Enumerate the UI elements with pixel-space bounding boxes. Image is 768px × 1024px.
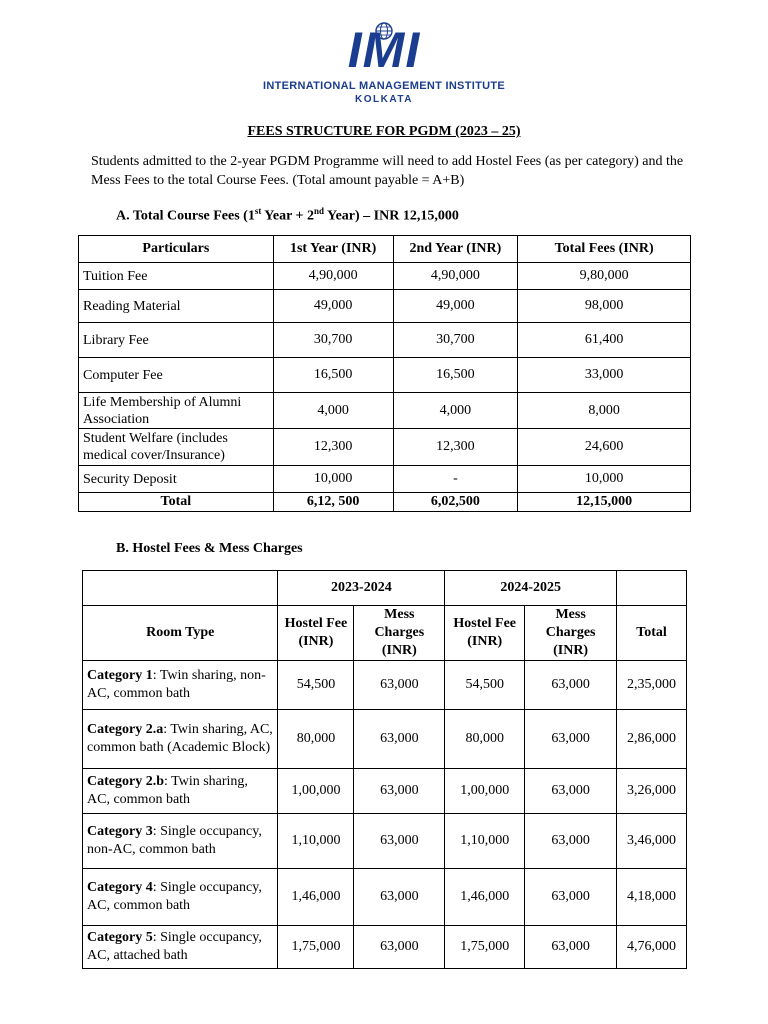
- second-year-cell: 16,500: [393, 358, 518, 393]
- category-desc: : Twin sharing, AC, common bath (Academic Block): [87, 722, 273, 755]
- category-desc: : Single occupancy, non-AC, common bath: [87, 824, 262, 857]
- table-row: [83, 869, 687, 926]
- header-room-type: Room Type: [83, 606, 278, 661]
- mess-y2-cell: 63,000: [525, 769, 617, 814]
- course-fees-table: [78, 235, 691, 512]
- total-cell: 2,86,000: [617, 710, 687, 769]
- mess-y2-cell: 63,000: [525, 869, 617, 926]
- year-header-row: [83, 571, 687, 606]
- hostel-fee-y2-cell: 1,46,000: [445, 869, 525, 926]
- hostel-fee-y2-cell: 80,000: [445, 710, 525, 769]
- mess-y1-cell: 63,000: [354, 814, 445, 869]
- column-header-row: [83, 606, 687, 661]
- room-type-cell: [83, 814, 278, 869]
- particular-cell: Tuition Fee: [79, 263, 274, 290]
- table-row: [83, 661, 687, 710]
- hostel-fee-y1-cell: 54,500: [278, 661, 354, 710]
- header-hostel-fee-y2: Hostel Fee (INR): [445, 606, 525, 661]
- mess-y1-cell: 63,000: [354, 710, 445, 769]
- hostel-fee-y1-cell: 80,000: [278, 710, 354, 769]
- table-row: [79, 358, 691, 393]
- intro-paragraph: Students admitted to the 2-year PGDM Programme will need to add Hostel Fees (as per category) and the Mess Fees to the total Course Fees. (Total amount payable = A+B): [91, 154, 684, 188]
- particular-cell: Reading Material: [79, 290, 274, 323]
- total-cell: 3,46,000: [617, 814, 687, 869]
- total-cell: 24,600: [518, 429, 691, 466]
- second-year-cell: 30,700: [393, 323, 518, 358]
- section-a-mid: Year + 2: [261, 208, 315, 224]
- mess-y1-cell: 63,000: [354, 661, 445, 710]
- section-a-sup2: nd: [314, 206, 325, 216]
- header-mess-charges-y1: Mess Charges (INR): [354, 606, 445, 661]
- hostel-fee-y1-cell: 1,46,000: [278, 869, 354, 926]
- first-year-cell: 30,700: [273, 323, 393, 358]
- total-cell: 3,26,000: [617, 769, 687, 814]
- mess-y2-cell: 63,000: [525, 661, 617, 710]
- table-row: [79, 466, 691, 493]
- header-year-2023: 2023-2024: [278, 571, 445, 606]
- mess-y2-cell: 63,000: [525, 926, 617, 969]
- header-total: Total: [617, 606, 687, 661]
- section-a-sup1: st: [254, 206, 262, 216]
- institute-city: KOLKATA: [355, 94, 413, 105]
- total-cell: 8,000: [518, 393, 691, 429]
- mess-y2-cell: 63,000: [525, 814, 617, 869]
- hostel-fee-y1-cell: 1,00,000: [278, 769, 354, 814]
- mess-y2-cell: 63,000: [525, 710, 617, 769]
- second-year-cell: 4,90,000: [393, 263, 518, 290]
- category-name: Category 5: [87, 930, 153, 945]
- table-row: [83, 926, 687, 969]
- header-second-year: 2nd Year (INR): [393, 236, 518, 263]
- category-name: Category 2.a: [87, 722, 164, 737]
- header-mess-charges-y2: Mess Charges (INR): [525, 606, 617, 661]
- category-name: Category 4: [87, 880, 153, 895]
- table-row: [83, 769, 687, 814]
- first-year-cell: 12,300: [273, 429, 393, 466]
- room-type-cell: [83, 769, 278, 814]
- particular-cell: Life Membership of Alumni Association: [79, 393, 274, 429]
- header-total-fees: Total Fees (INR): [518, 236, 691, 263]
- total-second-year: 6,02,500: [393, 493, 518, 512]
- table-row: [83, 710, 687, 769]
- total-cell: 2,35,000: [617, 661, 687, 710]
- total-grand: 12,15,000: [518, 493, 691, 512]
- institute-name: INTERNATIONAL MANAGEMENT INSTITUTE: [262, 80, 505, 92]
- hostel-fee-y2-cell: 1,10,000: [445, 814, 525, 869]
- first-year-cell: 4,000: [273, 393, 393, 429]
- total-cell: 10,000: [518, 466, 691, 493]
- globe-icon: [375, 22, 393, 40]
- first-year-cell: 49,000: [273, 290, 393, 323]
- table-row: [79, 429, 691, 466]
- header-first-year: 1st Year (INR): [273, 236, 393, 263]
- room-type-cell: [83, 710, 278, 769]
- total-cell: 4,76,000: [617, 926, 687, 969]
- first-year-cell: 4,90,000: [273, 263, 393, 290]
- header-particulars: Particulars: [79, 236, 274, 263]
- document-title: FEES STRUCTURE FOR PGDM (2023 – 25): [247, 124, 521, 139]
- category-name: Category 3: [87, 824, 153, 839]
- mess-y1-cell: 63,000: [354, 869, 445, 926]
- category-name: Category 2.b: [87, 774, 164, 789]
- total-cell: 98,000: [518, 290, 691, 323]
- total-row: [79, 493, 691, 512]
- room-type-cell: [83, 661, 278, 710]
- first-year-cell: 16,500: [273, 358, 393, 393]
- category-desc: : Single occupancy, AC, attached bath: [87, 930, 262, 963]
- particular-cell: Computer Fee: [79, 358, 274, 393]
- hostel-fee-y1-cell: 1,75,000: [278, 926, 354, 969]
- hostel-fee-y2-cell: 1,75,000: [445, 926, 525, 969]
- category-name: Category 1: [87, 668, 153, 683]
- second-year-cell: 49,000: [393, 290, 518, 323]
- particular-cell: Student Welfare (includes medical cover/Insurance): [79, 429, 274, 466]
- empty-header-cell: [83, 571, 278, 606]
- empty-header-cell: [617, 571, 687, 606]
- logo-text: IMI: [347, 22, 421, 78]
- second-year-cell: 4,000: [393, 393, 518, 429]
- section-a-suffix: Year) – INR 12,15,000: [324, 208, 459, 224]
- logo-mark: [348, 22, 420, 78]
- total-cell: 61,400: [518, 323, 691, 358]
- particular-cell: Library Fee: [79, 323, 274, 358]
- hostel-fee-y1-cell: 1,10,000: [278, 814, 354, 869]
- hostel-fees-table: [82, 570, 687, 969]
- table-row: [79, 263, 691, 290]
- table-row: [79, 323, 691, 358]
- total-label: Total: [79, 493, 274, 512]
- header-year-2024: 2024-2025: [445, 571, 617, 606]
- table-row: [79, 393, 691, 429]
- second-year-cell: 12,300: [393, 429, 518, 466]
- second-year-cell: -: [393, 466, 518, 493]
- section-b-heading: B. Hostel Fees & Mess Charges: [116, 541, 303, 556]
- section-a-heading: [116, 206, 459, 225]
- total-cell: 33,000: [518, 358, 691, 393]
- total-cell: 9,80,000: [518, 263, 691, 290]
- first-year-cell: 10,000: [273, 466, 393, 493]
- table-row: [83, 814, 687, 869]
- header-hostel-fee-y1: Hostel Fee (INR): [278, 606, 354, 661]
- hostel-fee-y2-cell: 1,00,000: [445, 769, 525, 814]
- institute-logo: [0, 22, 768, 105]
- mess-y1-cell: 63,000: [354, 769, 445, 814]
- room-type-cell: [83, 926, 278, 969]
- category-desc: : Twin sharing, non-AC, common bath: [87, 668, 266, 701]
- course-fees-header-row: [79, 236, 691, 263]
- hostel-fee-y2-cell: 54,500: [445, 661, 525, 710]
- total-first-year: 6,12, 500: [273, 493, 393, 512]
- room-type-cell: [83, 869, 278, 926]
- table-row: [79, 290, 691, 323]
- particular-cell: Security Deposit: [79, 466, 274, 493]
- section-a-prefix: A. Total Course Fees (1: [116, 208, 255, 224]
- mess-y1-cell: 63,000: [354, 926, 445, 969]
- category-desc: : Twin sharing, AC, common bath: [87, 774, 248, 807]
- category-desc: : Single occupancy, AC, common bath: [87, 880, 262, 913]
- total-cell: 4,18,000: [617, 869, 687, 926]
